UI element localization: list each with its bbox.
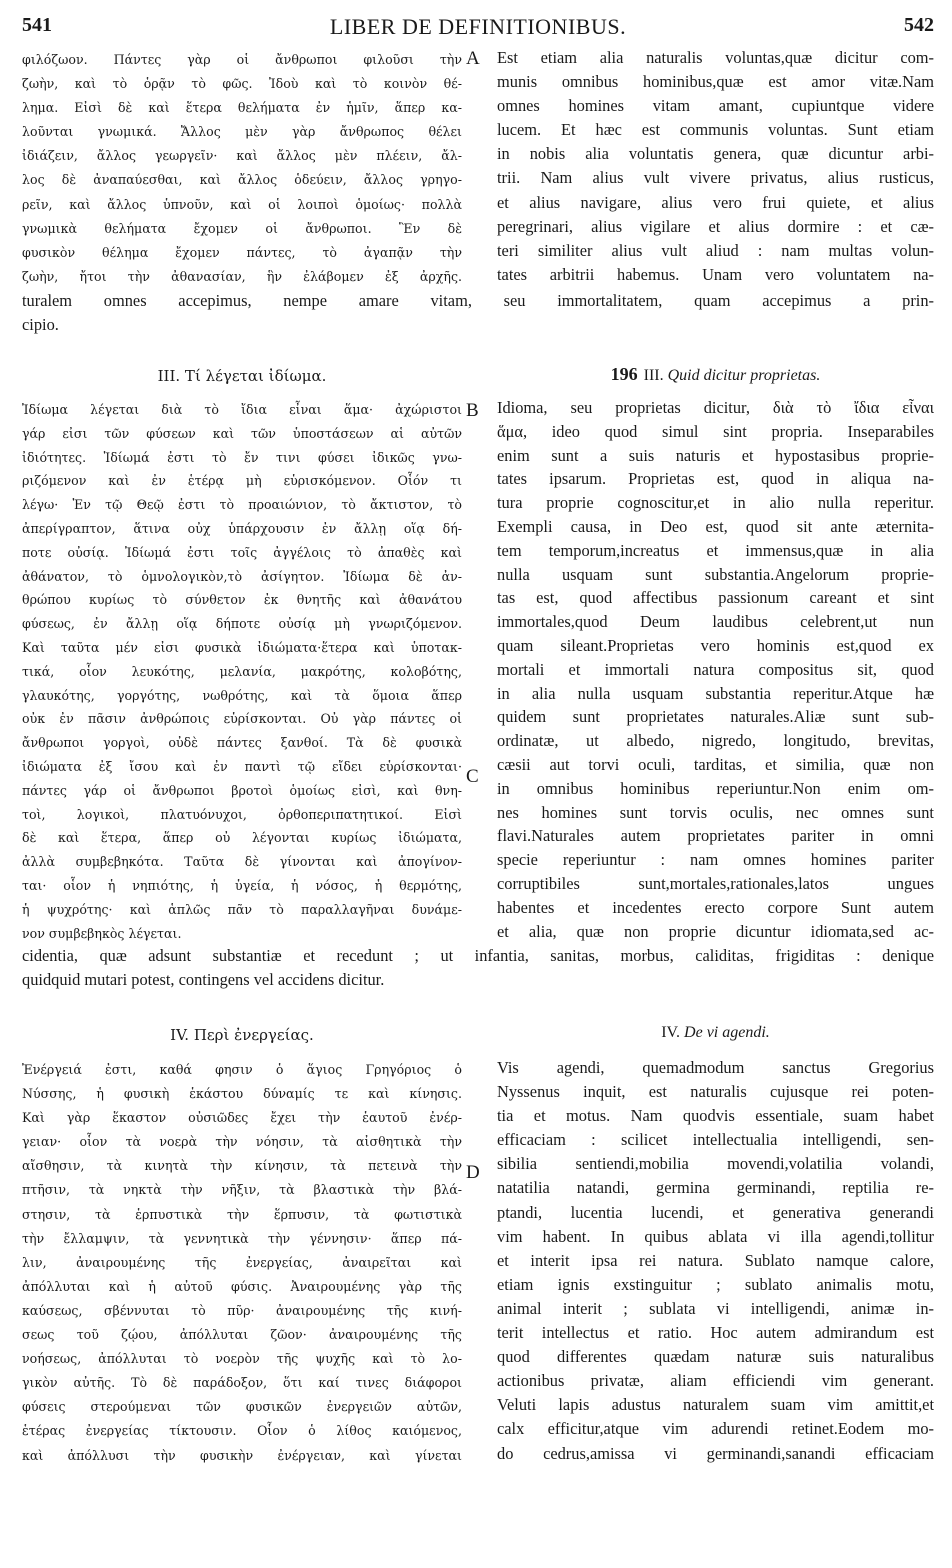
text-line: νοήσεως, ἀπόλλυται τὸ νοερὸν τῆς ψυχῆς καὶ τὸ λο-: [22, 1351, 462, 1367]
text-line: vim habent. In quibus ablata vi illa agendi,tollitur: [497, 1226, 934, 1246]
section2-latin-heading-prefix: III.: [643, 367, 664, 384]
text-line: in alia nulla usquam substantia reperitur.Atque hæ: [497, 683, 934, 703]
text-line: munis omnibus hominibus,quæ est amor vitæ.Nam: [497, 72, 934, 92]
text-line: ἰδιάζειν, ἄλλος γεωργεῖν· καὶ ἄλλος μὲν πλέειν, ἄλ-: [22, 148, 462, 164]
text-line: ἀλλὰ συμβεβηκότα. Ταῦτα δὲ γίνονται καὶ ἀπογίνον-: [22, 854, 462, 870]
text-line: φιλόζωον. Πάντες γὰρ οἱ ἄνθρωποι φιλοῦσι τὴν: [22, 52, 462, 67]
text-line: ἄνθρωποι γοργοὶ, οὐδὲ πάντες ξανθοί. Τὰ δὲ φυσικὰ: [22, 735, 462, 751]
text-line: cidentia, quæ adsunt substantiæ et recedunt ; ut infantia, sanitas, morbus, caliditas, frigiditas : denique: [22, 946, 934, 965]
text-line: Ἐνέργειά ἐστι, καθά φησιν ὁ ἅγιος Γρηγόριος ὁ: [22, 1062, 462, 1077]
text-line: cipio.: [22, 315, 59, 334]
text-line: do cedrus,amissa vi germinandi,sanandi efficaciam: [497, 1443, 934, 1463]
text-line: et interit ipsa rei natura. Sublato namque calore,: [497, 1250, 934, 1270]
text-line: corruptibiles sunt,mortales,rationales,latos ungues: [497, 873, 934, 893]
text-line: Est etiam alia naturalis voluntas,quæ dicitur com-: [497, 48, 934, 67]
text-line: trii. Nam alius vult vivere privatus, alius rusticus,: [497, 168, 934, 188]
text-line: καὶ ἀπόλλυσι τὴν φυσικὴν ἐνέργειαν, καὶ γίνεται: [22, 1447, 462, 1463]
text-line: τοὶ, λογικοὶ, πλατυόνυχοι, ὀρθοπεριπατητικοί. Εἰσὶ: [22, 806, 462, 822]
text-line: γνωμικὰ θελήματα ἔχομεν οἱ ἄνθρωποι. Ἓν δὲ: [22, 220, 462, 236]
text-line: et alia, quæ non proprie dicuntur idiomata,sed ac-: [497, 921, 934, 941]
text-line: animal interit ; sublata vi intelligendi, animæ in-: [497, 1298, 934, 1318]
text-line: cæsii aut torvi oculi, tarditas, et similia, quæ non: [497, 754, 934, 774]
text-line: θρώπου κυρίως τὸ σύνθετον ἐκ θνητῆς καὶ ἀθανάτου: [22, 592, 462, 608]
text-line: φυσικὸν θέλημα ἔχομεν πάντες, τὸ ἀγαπᾷν τὴν: [22, 244, 462, 260]
text-line: tura proprie cognoscitur,et in alio nulla reperitur.: [497, 493, 934, 513]
text-line: φύσεως, ἐν ἄλλῃ οἵᾳ δήποτε οὐσίᾳ μὴ γνωριζόμενον.: [22, 616, 462, 632]
text-line: ρεῖν, καὶ ἄλλος ὑπνοῦν, καὶ οἱ λοιποὶ ὁμοίως· πολλὰ: [22, 196, 462, 212]
text-line: νον συμβεβηκὸς λέγεται.: [22, 925, 182, 941]
text-line: αἴσθησιν, τὰ κινητὰ τὴν κίνησιν, τὰ πετεινὰ τὴν: [22, 1158, 462, 1174]
section1-full-width-text: [22, 289, 934, 337]
text-line: nulla usquam sunt substantia.Angelorum proprie-: [497, 564, 934, 584]
text-line: λέγω· Ἐν τῷ Θεῷ ἐστι τὸ προαιώνιον, τὸ ἄκτιστον, τὸ: [22, 497, 462, 513]
section2-greek-column: [22, 398, 462, 945]
text-line: teri similiter alius vult aliud : nam multas volun-: [497, 240, 934, 260]
text-line: tates ipsarum. Proprietas est, quod in aliqua na-: [497, 469, 934, 489]
section3-latin-heading: [497, 1024, 934, 1042]
text-line: Nyssenus inquit, est naturalis cujusque rei poten-: [497, 1082, 934, 1102]
text-line: enim sunt a suis naturis et hypostasibus proprie-: [497, 445, 934, 465]
section1-greek-column: [22, 48, 462, 289]
text-line: τὴν ἔλλαμψιν, τὰ γεννητικὰ τὴν γέννησιν· ἅπερ πά-: [22, 1230, 462, 1246]
text-line: tates arbitrii habemus. Unam vero voluntatem na-: [497, 264, 934, 284]
text-line: efficaciam : scilicet intellectualia intelligendi, sen-: [497, 1130, 934, 1150]
text-line: immortales,quod Deum laudibus celebrent,ut nun: [497, 612, 934, 632]
text-line: ἰδιότητες. Ἰδίωμά ἐστι τὸ ἔν τινι φύσει ἰδικῶς γνω-: [22, 449, 462, 465]
margin-marker-c: C: [466, 766, 479, 787]
text-line: tia et motus. Nam quodvis essentiale, suam habet: [497, 1106, 934, 1126]
text-line: lucem. Et hæc est communis voluntas. Sunt etiam: [497, 120, 934, 140]
text-line: σεως τοῦ ζῴου, ἀπόλλυται ζῶον· ἀναιρουμένης τῆς: [22, 1327, 462, 1343]
text-line: ποτε οὐσίᾳ. Ἰδίωμά ἐστι τοῖς ἀγγέλοις τὸ ἀπαθὲς καὶ: [22, 544, 462, 560]
text-line: tas est, quod affectibus passionum careant et sint: [497, 588, 934, 608]
text-line: etiam ignis exstinguitur ; sublato animalis motu,: [497, 1274, 934, 1294]
running-header: [22, 14, 934, 44]
text-line: πτῆσιν, τὰ νηκτὰ τὴν νῆξιν, τὰ βλαστικὰ τὴν βλά-: [22, 1182, 462, 1198]
text-line: quidquid mutari potest, contingens vel accidens dicitur.: [22, 970, 385, 989]
text-line: δὲ καὶ ἕτερα, ἅπερ οὐ λέγονται κυρίως ἰδιώματα,: [22, 830, 462, 846]
text-line: terit intellectus et ratio. Hoc autem admirandum est: [497, 1323, 934, 1343]
text-line: φύσεις στερούμεναι τῶν φυσικῶν ἐνεργειῶν αὐτῶν,: [22, 1399, 462, 1415]
text-line: ζωὴν, καὶ τὸ ὁρᾷν τὸ φῶς. Ἰδοὺ καὶ τὸ κοινὸν θέ-: [22, 76, 462, 92]
text-line: γικὸν αὐτῆς. Τὸ δὲ παράδοξον, ὅτι καί τινες διάφοροι: [22, 1375, 462, 1391]
margin-marker-a: A: [466, 48, 480, 69]
text-line: πάντες γάρ οἱ ἄνθρωποι βροτοὶ ὁμοίως εἰσὶ, καὶ θνη-: [22, 782, 462, 798]
text-line: καύσεως, σβέννυται τὸ πῦρ· ἀναιρουμένης τῆς κινή-: [22, 1302, 462, 1318]
text-line: Νύσσης, ἡ φυσικὴ ἑκάστου δύναμίς τε καὶ κίνησις.: [22, 1086, 462, 1102]
running-title: LIBER DE DEFINITIONIBUS.: [329, 14, 627, 39]
text-line: ἅμα, ideo quod simul sint propria. Inseparabiles: [497, 421, 934, 441]
section2-latin-heading-title: Quid dicitur proprietas.: [667, 367, 821, 384]
text-line: quam sileant.Proprietas vero hominis est,quod ex: [497, 635, 934, 655]
text-line: actionibus privatæ, aliam efficiendi vim generant.: [497, 1371, 934, 1391]
text-line: Vis agendi, quemadmodum sanctus Gregorius: [497, 1058, 934, 1077]
text-line: ἀθάνατον, τὸ ὁμνολογικὸν,τὸ ἀσίγητον. Ἰδίωμα δὲ ἀν-: [22, 568, 462, 584]
text-line: λοῦνται γνωμικά. Ἄλλος μὲν γὰρ ἄνθρωπος θέλει: [22, 124, 462, 140]
text-line: Καὶ ταῦτα μέν εἰσι φυσικὰ ἰδιώματα·ἕτερα καὶ ὑποτακ-: [22, 639, 462, 655]
text-line: ἰδιώματα ἐξ ἴσου καὶ ἐν παντὶ τῷ εἴδει εὑρίσκονται·: [22, 758, 462, 774]
text-line: ordinatæ, ut albedo, nigredo, longitudo, brevitas,: [497, 731, 934, 751]
text-line: ἑτέρας ἐνεργείας τίκτουσιν. Οἷον ὁ λίθος καιόμενος,: [22, 1423, 462, 1439]
text-line: γλαυκότης, γοργότης, νωθρότης, καὶ τὰ ὅμοια ἅπερ: [22, 687, 462, 703]
text-line: στησιν, τὰ ἑρπυστικὰ τὴν ἕρπυσιν, τὰ φωτιστικὰ: [22, 1206, 462, 1222]
page-number-left: 541: [22, 14, 52, 36]
text-line: omnes homines vitam amant, cupiuntque videre: [497, 96, 934, 116]
text-line: Ἰδίωμα λέγεται διὰ τὸ ἴδια εἶναι ἅμα· ἀχώριστοι: [22, 402, 462, 417]
text-line: λος δὲ ἀναπαύεσθαι, καὶ ἄλλος ὁδεύειν, ἄλλος γρηγο-: [22, 172, 462, 188]
text-line: Exempli causa, in Deo est, quod sit ante æternita-: [497, 516, 934, 536]
text-line: ζωὴν, ἤτοι τὴν ἀθανασίαν, ἣν ἐλάβομεν ἐξ ἀρχῆς.: [22, 268, 462, 284]
section3-latin-heading-prefix: IV.: [661, 1024, 681, 1041]
text-line: γάρ εἰσι τῶν φύσεων καὶ τῶν ὑποστάσεων αἱ αὐτῶν: [22, 425, 462, 441]
text-line: ἡ ψυχρότης· καὶ ἁπλῶς πᾶν τὸ παραλλαγῆναι δυνάμε-: [22, 901, 462, 917]
text-line: in nobis alia voluntatis genera, quæ dicuntur arbi-: [497, 144, 934, 164]
text-line: ριζόμενον καὶ ἐν ἑτέρᾳ μὴ εὑρισκόμενον. Οἷόν τι: [22, 473, 462, 489]
page-number-right: 542: [904, 14, 934, 36]
section2-greek-heading: III. Τί λέγεται ἰδίωμα.: [157, 367, 327, 385]
text-line: mortali et immortali natura compositus sit, quod: [497, 659, 934, 679]
section2-latin-column: [497, 396, 934, 943]
text-line: quod differentes quædam naturæ suis naturalibus: [497, 1347, 934, 1367]
text-line: peregrinari, alius vigilare et alius dormire : et cæ-: [497, 216, 934, 236]
section2-full-width-text: [22, 944, 934, 992]
text-line: tem temporum,increatus et immensus,quæ in alia: [497, 540, 934, 560]
text-line: Veluti lapis adustus naturalem suam vim amittit,et: [497, 1395, 934, 1415]
text-line: ται· οἷον ἡ νηπιότης, ἡ ὑγεία, ἡ νόσος, ἡ θερμότης,: [22, 877, 462, 893]
text-line: τικά, οἷον λευκότης, μελανία, μακρότης, κολοβότης,: [22, 663, 462, 679]
text-line: λημα. Εἰσὶ δὲ καὶ ἕτερα θελήματα ἐν ἡμῖν, ἅπερ κα-: [22, 100, 462, 116]
margin-marker-b: B: [466, 400, 479, 421]
text-line: sibilia sentiendi,mobilia movendi,volatilia volandi,: [497, 1154, 934, 1174]
text-line: natatilia natandi, germina germinandi, reptilia re-: [497, 1178, 934, 1198]
text-line: Καὶ γὰρ ἕκαστον οὐσιῶδες ἔχει τὴν ἑαυτοῦ ἐνέρ-: [22, 1110, 462, 1126]
text-line: flavi.Naturales autem proprietates pariter in omni: [497, 826, 934, 846]
section3-greek-heading: IV. Περὶ ἐνεργείας.: [170, 1026, 314, 1044]
text-line: γειαν· οἷον τὰ νοερὰ τὴν νόησιν, τὰ αἰσθητικὰ τὴν: [22, 1134, 462, 1150]
section2-column-number: 196: [610, 364, 638, 384]
text-line: habentes et incedentes erecto corpore Sunt autem: [497, 897, 934, 917]
section3-greek-column: [22, 1058, 462, 1468]
text-line: ἀπερίγραπτον, ἅτινα οὐχ ὑπάρχουσιν ἐν ἄλλῃ οἵᾳ δή-: [22, 520, 462, 536]
text-line: ptandi, lucentia lucendi, et generativa generandi: [497, 1202, 934, 1222]
text-line: οὐκ ἐν πᾶσιν ἀνθρώποις εὑρίσκονται. Οὐ γὰρ πάντες οἱ: [22, 711, 462, 727]
section1-latin-column: [497, 46, 934, 287]
text-line: ἀπόλλυται καὶ ἡ αὐτοῦ φύσις. Ἀναιρουμένης γὰρ τῆς: [22, 1278, 462, 1294]
section2-latin-heading: [497, 364, 934, 385]
text-line: λιν, ἀναιρουμένης τῆς ἐνεργείας, ἀναιρεῖται καὶ: [22, 1254, 462, 1270]
text-line: in omnibus hominibus reperiuntur.Non enim om-: [497, 778, 934, 798]
text-line: quidem sunt proprietates naturales.Aliæ sunt sub-: [497, 707, 934, 727]
margin-marker-d: D: [466, 1162, 480, 1183]
text-line: et alius navigare, alius vero frui quiete, et alius: [497, 192, 934, 212]
text-line: nes homines sunt torvis oculis, nec omnes sunt: [497, 802, 934, 822]
text-line: calx efficitur,atque vim adurendi retinet.Eodem mo-: [497, 1419, 934, 1439]
text-line: turalem omnes accepimus, nempe amare vitam, seu immortalitatem, quam accepimus a prin-: [22, 291, 934, 310]
text-line: Idioma, seu proprietas dicitur, διὰ τὸ ἴδια εἶναι: [497, 398, 934, 417]
section3-latin-column: [497, 1056, 934, 1466]
text-line: specie reperiuntur : nam omnes homines pariter: [497, 850, 934, 870]
section3-latin-heading-title: De vi agendi.: [684, 1024, 770, 1041]
